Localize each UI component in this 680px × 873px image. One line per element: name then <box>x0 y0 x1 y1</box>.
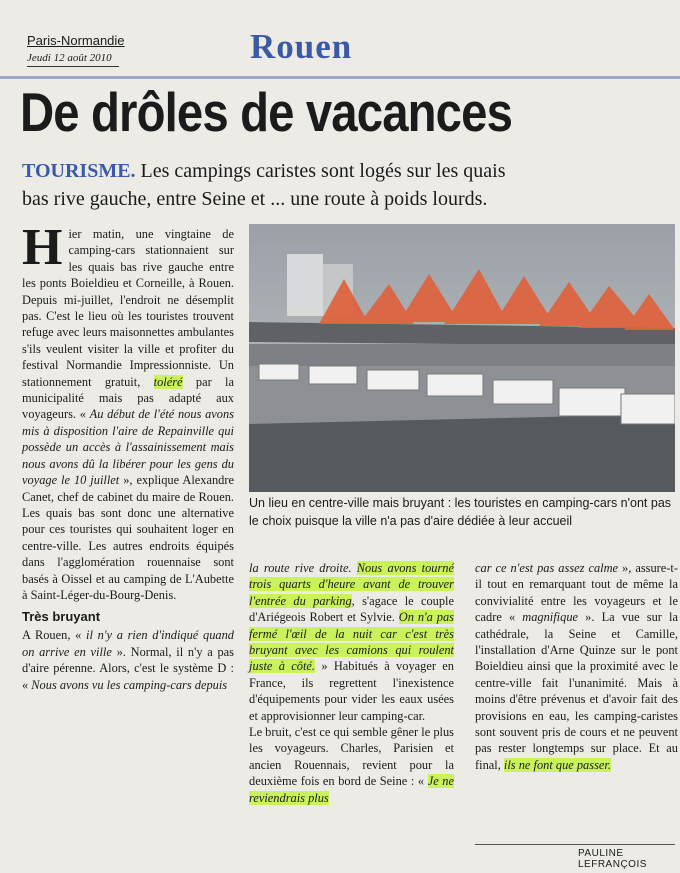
text-run: », explique Alexandre Canet, chef de cabinet du maire de Rouen. Les quais bas sont donc une alternative pour ces touristes qui souhaitent loger en centre-ville. Les autres endroits équipés dans l'agglomération rouennaise sont basés à Oissel et au camping de L'Aubette à Saint-Léger-du-Bourg-Denis. <box>22 473 235 602</box>
divider <box>0 76 680 79</box>
paragraph <box>22 627 234 693</box>
text-run: A Rouen, « <box>22 628 87 643</box>
quote-text: la route rive droite. <box>249 561 357 575</box>
column-1 <box>22 219 235 693</box>
byline: PAULINE LEFRANÇOIS <box>578 848 647 870</box>
text-run: ». La vue sur la cathédrale, la Seine et Camille, l'installation d'Arne Quinze sur le pont Boieldieu ainsi que la proximité avec le centre-ville fait l'unanimité. Mais à moins d'être prévenus et d'avoir fait des provisions en eau, les camping-caristes sont souvent pris de cours et ne peuvent pas rester longtemps sur place. Et au final, <box>475 610 678 772</box>
text-run: ». Normal, il n'y a pas d'aire pérenne. Alors, c'est le système D : « <box>22 644 234 692</box>
text-run: ier matin, une vingtaine de camping-cars stationnaient sur les quais bas rive gauche entre les ponts Boieldieu et Corneille, à Rouen. Depuis mi-juillet, l'endroit ne désemplit pas. C'est le lieu où les touristes trouvent refuge avec leurs maisonnettes ambulantes s'ils veulent visiter la ville et profiter du festival Normandie Impressionniste. Un stationnement gratuit, <box>22 227 234 389</box>
headline: De drôles de vacances <box>20 81 513 143</box>
column-2 <box>249 560 454 806</box>
divider <box>475 844 675 845</box>
text-run: par la municipalité mais pas adapté aux voyageurs. « <box>22 374 234 422</box>
kicker-line-1 <box>22 160 505 183</box>
photo-illustration <box>249 224 675 492</box>
subheading: Très bruyant <box>22 609 101 625</box>
highlighted-text: On n'a pas fermé l'œil de la nuit car c'est très bruyant avec les camions qui roulent juste à côté. <box>249 610 455 674</box>
quote-text: Au début de l'été nous avons mis à disposition l'aire de Repainville qui possède un accès à l'assainissement mais nous avons dû la libérer pour les gens du voyage le 10 juillet <box>22 407 235 488</box>
highlighted-text: ils ne font que passer. <box>503 757 611 772</box>
highlighted-text: Nous avons tourné trois quarts d'heure avant de trouver l'entrée du parking <box>249 561 454 608</box>
publication-date: Jeudi 12 août 2010 <box>27 52 112 64</box>
divider <box>27 66 119 67</box>
article-photo <box>249 224 675 492</box>
quote-text: magnifique <box>522 610 579 625</box>
text-run: », assure-t-il tout en remarquant tout de même la convivialité entre les voyageurs et le cadre « <box>475 561 679 625</box>
highlighted-text: Je ne reviendrais plus <box>249 774 454 805</box>
photo-caption: Un lieu en centre-ville mais bruyant : les touristes en camping-cars n'ont pas le choix puisque la ville n'a pas d'aire dédiée à leur accueil <box>249 496 672 528</box>
highlighted-text: toléré <box>153 374 183 389</box>
paragraph <box>249 724 454 806</box>
section-title: Rouen <box>250 27 353 66</box>
quote-text: Nous avons vu les camping-cars depuis <box>31 677 228 692</box>
kicker-text: Les campings caristes sont logés sur les quais <box>135 160 506 182</box>
newspaper-name: Paris-Normandie <box>27 33 125 48</box>
drop-cap: H <box>22 219 63 276</box>
quote-text: il n'y a rien d'indiqué quand on arrive en ville <box>22 628 234 659</box>
kicker-line-2: bas rive gauche, entre Seine et ... une route à poids lourds. <box>22 188 488 210</box>
kicker-tag: TOURISME. <box>22 160 136 182</box>
paragraph <box>249 560 454 724</box>
text-run: » Habitués à voyager en France, ils regrettent l'inexistence d'équipements pour vider les eaux usées et approvisionner leur camping-car. <box>249 659 454 723</box>
text-run: , s'agace le couple d'Ariégeois Robert et Sylvie. <box>249 593 455 625</box>
column-3 <box>475 560 678 773</box>
paragraph <box>22 219 235 603</box>
quote-text: car ce n'est pas assez calme <box>475 561 619 575</box>
paragraph <box>475 560 678 773</box>
text-run: Le bruit, c'est ce qui semble gêner le plus les voyageurs. Charles, Parisien et ancien Rouennais, revient pour la deuxième fois en bord de Seine : « <box>249 725 454 789</box>
